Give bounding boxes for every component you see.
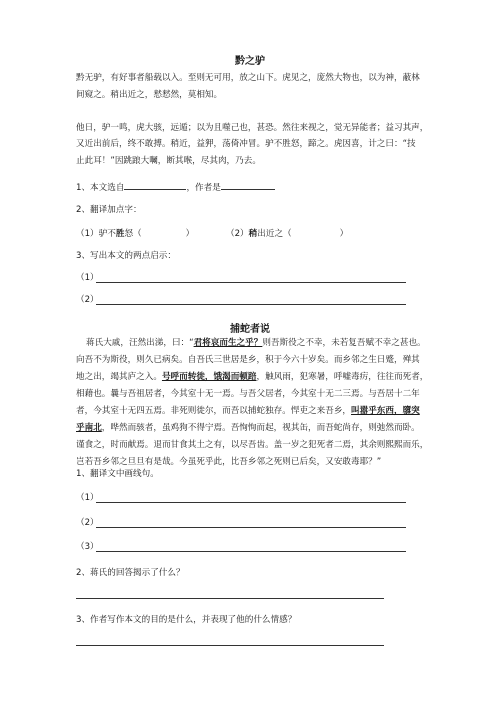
- article1-question-1: [76, 180, 275, 194]
- answer-line[interactable]: [96, 282, 406, 283]
- text-segment: 则吾斯役之不幸，未若复吾赋不幸之甚也。: [262, 338, 426, 348]
- article1-question-3-item2: （2）: [76, 295, 99, 305]
- article2-question-2-label: 2、蒋氏的回答揭示了什么？: [76, 568, 185, 578]
- item2-prefix: （2）: [226, 229, 249, 239]
- author-blank[interactable]: [221, 180, 275, 190]
- article1-question-3-item1: （1）: [76, 273, 99, 283]
- q1-middle: ，作者是: [186, 183, 221, 193]
- item1-prefix: （1）驴不: [76, 229, 116, 239]
- underlined-sentence: 乎南北: [76, 423, 102, 433]
- text-segment: 向吾不为斯役，则久已病矣。自吾氏三世居是乡，积于今六十岁矣。而乡邻之生日蹙，殚其: [76, 355, 420, 365]
- article1-para2-line2: 又近出前后，终不敢搏。稍近，益狎，荡倚冲冒。驴不胜怒，蹄之。虎因喜，计之曰：“技: [76, 139, 416, 149]
- source-blank[interactable]: [124, 180, 186, 190]
- answer-line[interactable]: [76, 645, 384, 646]
- article2-title: 捕蛇者说: [230, 324, 270, 335]
- article1-para2-line3: 止此耳！”因跳踉大㘎，断其喉，尽其肉，乃去。: [76, 156, 261, 166]
- article1-para1-line1: 黔无驴，有好事者船载以入。至则无可用，放之山下。虎见之，庞然大物也，以为神，蔽林: [76, 73, 420, 83]
- item1-close: ）: [185, 229, 195, 239]
- q1-prefix: 1、本文选自: [76, 183, 125, 193]
- text-segment: ，哗然而骇者，虽鸡狗不得宁焉。吾恂恂而起，视其缶，而吾蛇尚存，则弛然而卧。: [101, 423, 420, 433]
- article1-para2-line1: 他日，驴一鸣，虎大骇，远遁；以为且噬己也，甚恐。然往来视之，觉无异能者；益习其声，: [76, 123, 428, 133]
- text-segment: 蒋氏大戚，汪然出涕，曰：“: [86, 338, 194, 348]
- article2-line: [76, 337, 438, 349]
- article2-question-1-item2: （2）: [76, 518, 99, 528]
- article1-question-2-label: 2、翻译加点字：: [76, 205, 142, 215]
- article2-line: [76, 439, 428, 451]
- article2-line: [76, 405, 428, 417]
- text-segment: 相藉也。曩与吾祖居者，今其室十无一焉。与吾父居者，今其室十无二三焉。与吾居十二年: [76, 389, 420, 399]
- item1-post: 怒（: [124, 229, 142, 239]
- underlined-sentence: 君将哀而生之乎？: [193, 338, 263, 348]
- answer-line[interactable]: [96, 304, 406, 305]
- dotted-char-shao: 稍: [248, 229, 258, 239]
- item2-post: 出近之（: [257, 229, 292, 239]
- answer-line[interactable]: [96, 551, 406, 552]
- underlined-sentence: 叫嚣乎东西，隳突: [351, 406, 420, 416]
- article2-question-1-item1: （1）: [76, 493, 99, 503]
- answer-line[interactable]: [76, 598, 384, 599]
- article1-para1-line2: 间窥之。稍出近之，慭慭然，莫相知。: [76, 90, 223, 100]
- underlined-sentence: 号呼而转徙，饿渴而顿踣: [161, 372, 257, 382]
- text-segment: 岂若吾乡邻之旦旦有是哉。今虽死乎此，比吾乡邻之死则已后矣，又安敢毒耶？”: [76, 457, 382, 467]
- article1-question-3-label: 3、写出本文的两点启示：: [76, 251, 176, 261]
- answer-line[interactable]: [96, 527, 406, 528]
- article2-line: [76, 371, 428, 383]
- text-segment: 地之出，竭其庐之入。: [76, 372, 162, 382]
- article2-line: [76, 456, 428, 468]
- text-segment: 者，今其室十无四五焉。非死则徙尔，而吾以捕蛇独存。悍吏之来吾乡，: [76, 406, 352, 416]
- text-segment: ，触风雨，犯寒暑，呼嘘毒疠，往往而死者，: [256, 372, 428, 382]
- article2-question-3-label: 3、作者写作本文的目的是什么，并表现了他的什么情感？: [76, 615, 297, 625]
- article2-question-1-label: 1、翻译文中画线句。: [76, 469, 159, 479]
- item2-close: ）: [339, 229, 349, 239]
- answer-line[interactable]: [96, 502, 406, 503]
- article2-line: [76, 422, 428, 434]
- article1-question-2-item2: [226, 228, 348, 240]
- text-segment: 谨食之，时而献焉。退而甘食其土之有，以尽吾齿。盖一岁之犯死者二焉，其余则熙熙而乐，: [76, 440, 428, 450]
- dotted-char-sheng: 胜: [115, 229, 125, 239]
- article1-question-2-item1: [76, 228, 194, 240]
- article2-question-1-item3: （3）: [76, 542, 99, 552]
- article1-title: 黔之驴: [235, 56, 265, 67]
- article2-line: [76, 388, 428, 400]
- article2-line: [76, 354, 428, 366]
